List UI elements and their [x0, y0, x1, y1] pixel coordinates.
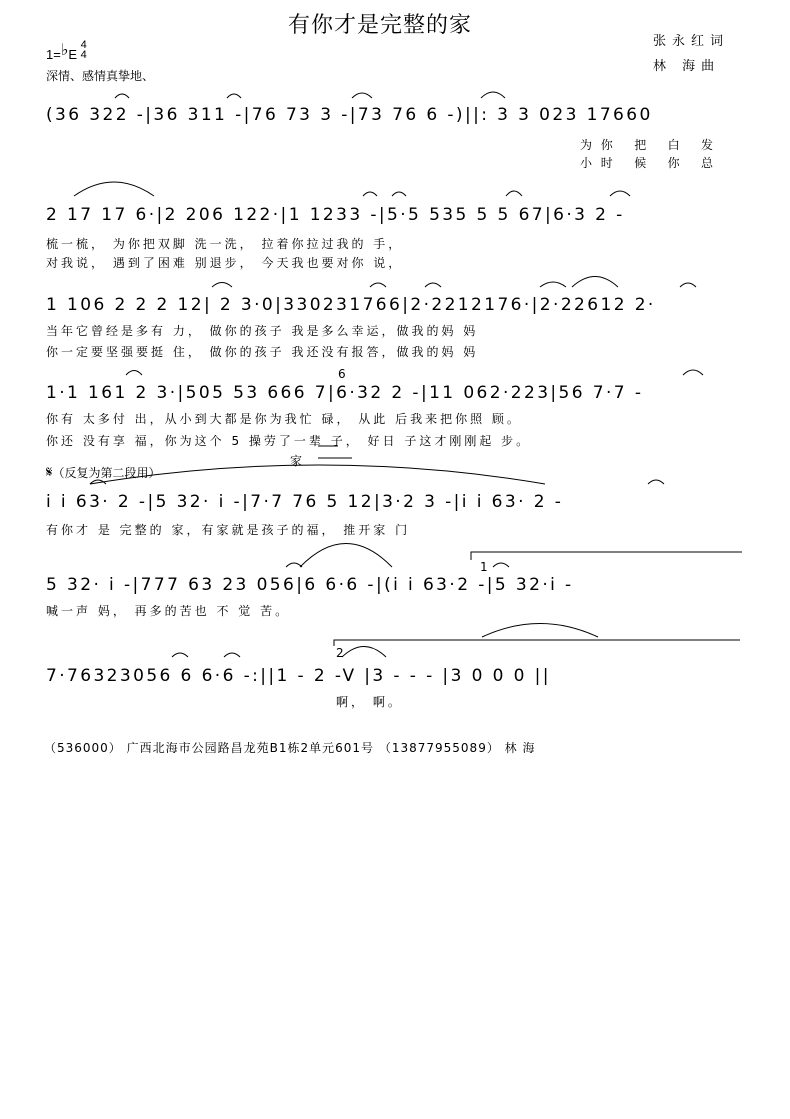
slur: [392, 192, 406, 196]
slur: [540, 282, 566, 287]
volta-1-label: 1: [480, 560, 488, 574]
lyric-line-1-verse-1: 为你 把 白 发: [580, 138, 722, 152]
slur: [126, 371, 142, 376]
composer-credit: 林 海曲: [653, 59, 721, 74]
slur: [227, 94, 241, 98]
slur: [224, 653, 240, 657]
alt-lyric-jia: 家: [290, 454, 303, 468]
volta-2-label: 2: [336, 646, 344, 660]
lyric-line-2-verse-1: 梳一梳， 为你把双脚 洗一洗， 拉着你拉过我的 手，: [46, 237, 404, 251]
notation-line-1: (36 322 -|36 311 -|76 73 3 -|73 76 6 -)||: 3 3 023 17660: [46, 105, 653, 125]
slur: [425, 283, 441, 287]
slur: [572, 277, 618, 288]
slur: [482, 624, 598, 638]
lyric-line-6: 喊一声 妈， 再多的苦也 不 觉 苦。: [46, 604, 291, 618]
lyric-line-4-verse-1: 你有 太多付 出，从小到大都是你为我忙 碌， 从此 后我来把你照 顾。: [46, 412, 522, 426]
slur: [506, 191, 522, 196]
meter-bottom: 4: [80, 48, 87, 61]
lyric-line-3-verse-2: 你一定要坚强要挺 住， 做你的孩子 我还没有报答，做我的妈 妈: [46, 345, 479, 359]
grace-note-6: 6: [338, 367, 346, 381]
tempo-marking: 深情、感情真挚地、: [46, 69, 155, 83]
key-prefix: 1=: [46, 47, 61, 62]
slur: [172, 653, 188, 657]
slur: [648, 480, 664, 484]
slur: [363, 192, 377, 196]
song-title: 有你才是完整的家: [287, 13, 472, 38]
notation-line-6: 5 32· i -|777 63 23 056|6 6·6 -|(i i 63·2 -|5 32·i -: [46, 575, 574, 595]
lyric-line-3-verse-1: 当年它曾经是多有 力， 做你的孩子 我是多么幸运，做我的妈 妈: [46, 324, 479, 338]
notation-line-7: 7·76323056 6 6·6 -:||1 - 2 -V |3 - - - |3 0 0 0 ||: [46, 666, 551, 686]
slur: [352, 93, 372, 98]
slur: [300, 544, 392, 568]
segno-icon: 𝄋: [46, 463, 53, 481]
slur: [90, 465, 545, 484]
flat-icon: ♭: [60, 42, 69, 59]
slur: [74, 182, 154, 196]
lyricist-credit: 张永红词: [653, 34, 730, 49]
lyric-line-1-verse-2: 小时 候 你 总: [580, 156, 722, 170]
slur: [115, 94, 129, 98]
notation-line-3: 1 106 2 2 2 12| 2 3·0|330231766|2·2212176·|2·22612 2·: [46, 295, 656, 315]
key-note: E: [68, 47, 78, 62]
notation-line-2: 2 17 17 6·|2 206 122·|1 1233 -|5·5 535 5 5 67|6·3 2 -: [46, 205, 625, 225]
slur: [683, 370, 703, 375]
notation-line-4: 1·1 161 2 3·|505 53 666 7|6·32 2 -|11 062·223|56 7·7 -: [46, 383, 644, 403]
volta-2-bracket: [334, 640, 740, 646]
slur: [370, 283, 386, 287]
slur: [493, 563, 509, 567]
slur: [481, 92, 505, 98]
lyric-line-5: 有你才 是 完整的 家，有家就是孩子的福， 推开家 门: [46, 523, 411, 537]
slur: [286, 563, 302, 567]
slur: [680, 283, 696, 287]
repeat-instruction-text: （反复为第二段用）: [52, 466, 161, 480]
volta-1-bracket: [471, 552, 742, 560]
lyric-line-2-verse-2: 对我说， 遇到了困难 别退步， 今天我也要对你 说，: [46, 256, 404, 270]
lyric-line-4-verse-2: 你还 没有享 福，你为这个 5 操劳了一辈 子， 好日 子这才刚刚起 步。: [46, 434, 532, 448]
slur: [212, 283, 232, 288]
slur: [610, 191, 630, 196]
meter-top: 4: [80, 38, 87, 51]
contact-footer: （536000） 广西北海市公园路昌龙苑B1栋2单元601号 （13877955089） 林 海: [44, 741, 536, 755]
lyric-line-7: 啊， 啊。: [336, 695, 403, 709]
notation-line-5: i i 63· 2 -|5 32· i -|7·7 76 5 12|3·2 3 -|i i 63· 2 -: [46, 492, 564, 512]
slur: [342, 647, 386, 658]
